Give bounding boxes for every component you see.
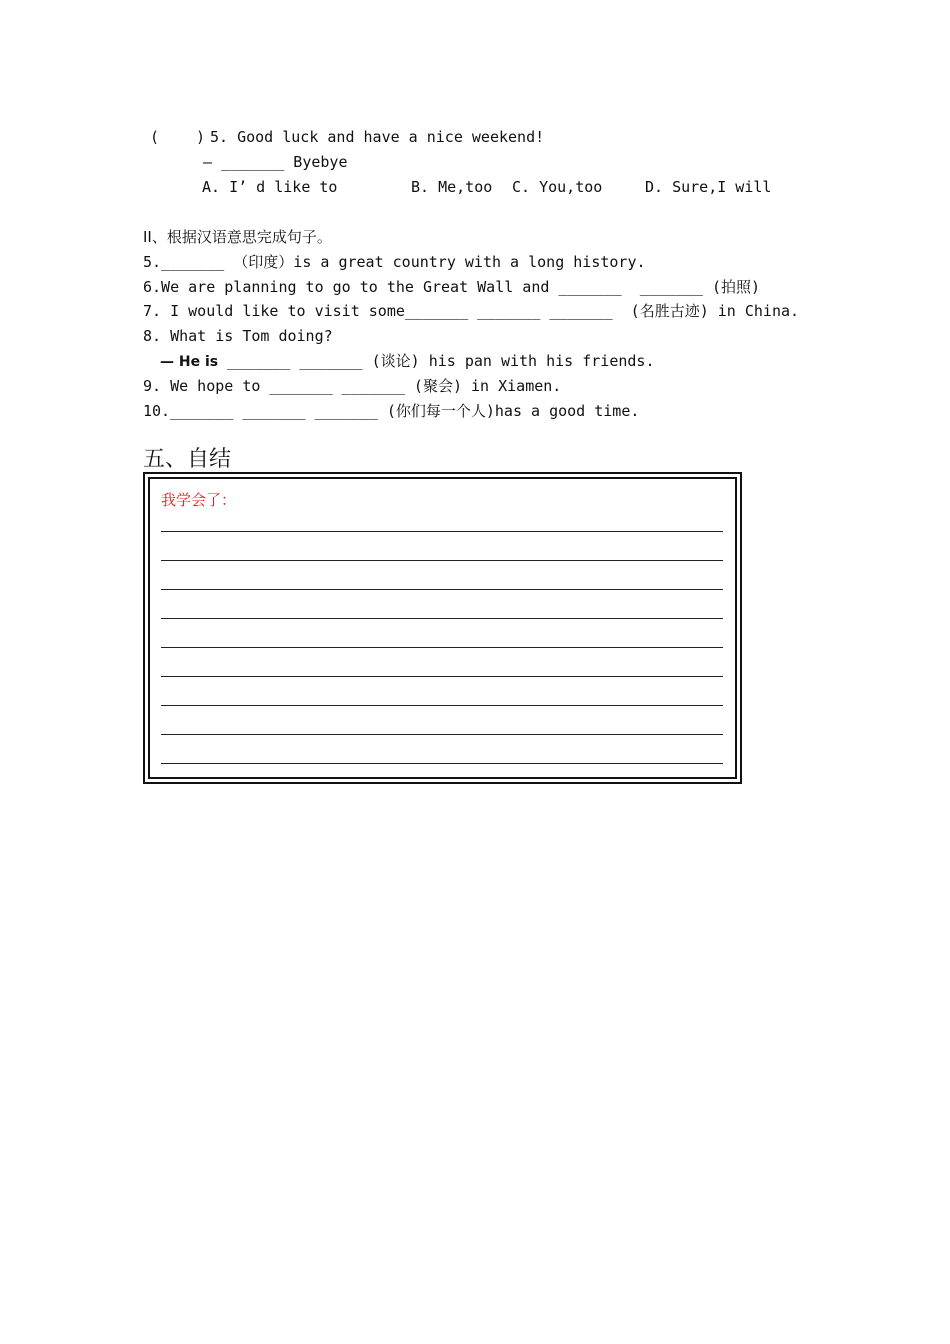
answer-paren-close: ) xyxy=(196,128,206,146)
writing-line[interactable] xyxy=(161,531,723,532)
sentence-9: 9. We hope to _______ _______ (聚会) in Xiamen. xyxy=(143,377,562,395)
sentence-6: 6.We are planning to go to the Great Wall and _______ _______ (拍照) xyxy=(143,278,760,296)
option-a: A. I’ d like to xyxy=(202,178,338,196)
option-b: B. Me,too xyxy=(411,178,493,196)
option-c: C. You,too xyxy=(512,178,603,196)
writing-line[interactable] xyxy=(161,560,723,561)
writing-line[interactable] xyxy=(161,618,723,619)
summary-label: 我学会了： xyxy=(161,491,237,509)
writing-line[interactable] xyxy=(161,589,723,590)
summary-box-inner xyxy=(148,477,737,779)
question-5-text: 5. Good luck and have a nice weekend! xyxy=(210,128,545,146)
sentence-7: 7. I would like to visit some_______ _______ _______ (名胜古迹) in China. xyxy=(143,302,800,320)
sentence-10: 10._______ _______ _______ (你们每一个人)has a good time. xyxy=(143,402,640,420)
section-5-heading: 五、自结 xyxy=(143,447,232,472)
sentence-8: 8. What is Tom doing? xyxy=(143,327,333,345)
option-d: D. Sure,I will xyxy=(645,178,772,196)
writing-line[interactable] xyxy=(161,763,723,764)
writing-line[interactable] xyxy=(161,734,723,735)
question-5-reply: — _______ Byebye xyxy=(203,153,348,171)
writing-line[interactable] xyxy=(161,647,723,648)
sentence-5: 5._______ （印度）is a great country with a long history. xyxy=(143,253,646,271)
answer-paren-open: ( xyxy=(150,128,160,146)
section-2-title: II、根据汉语意思完成句子。 xyxy=(143,228,332,246)
writing-line[interactable] xyxy=(161,705,723,706)
summary-box xyxy=(143,472,742,784)
writing-line[interactable] xyxy=(161,676,723,677)
sentence-8-reply xyxy=(160,351,654,372)
reply-rest: _______ _______ (谈论) his pan with his friends. xyxy=(218,352,655,370)
reply-prefix: — He is xyxy=(160,354,219,370)
